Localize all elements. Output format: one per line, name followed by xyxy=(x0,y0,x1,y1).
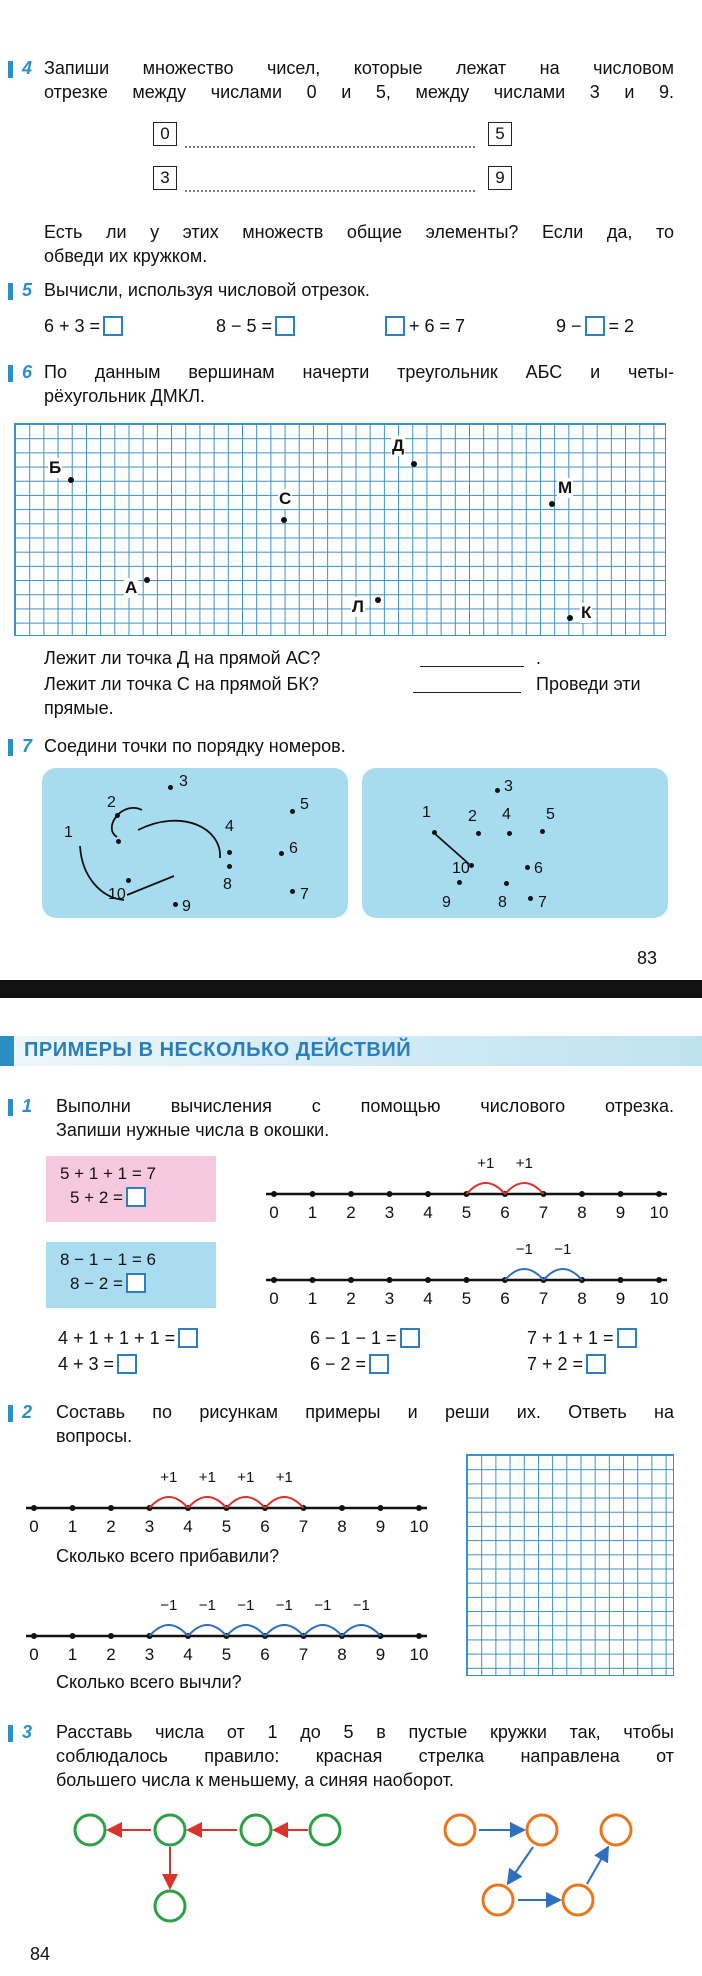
tick-label: 2 xyxy=(346,1289,356,1308)
circle-slot[interactable] xyxy=(310,1815,340,1845)
tick-mark xyxy=(70,1633,76,1639)
dot-panel-left xyxy=(42,768,348,918)
point-d-label: Д xyxy=(392,436,405,455)
tick-label: 0 xyxy=(29,1517,39,1536)
dot-2 xyxy=(115,813,120,818)
point-b-label: Б xyxy=(49,458,62,477)
jump-arc xyxy=(150,1497,189,1508)
circle-slot[interactable] xyxy=(445,1815,475,1845)
dot-8 xyxy=(504,881,509,886)
segment-2-right: 9 xyxy=(488,166,512,190)
answer-box[interactable] xyxy=(400,1328,420,1348)
tick-mark xyxy=(348,1277,354,1283)
number-line-1 xyxy=(262,1144,682,1234)
task-6-line2: рёхугольник ДМКЛ. xyxy=(44,386,206,406)
tick-label: 10 xyxy=(649,1289,669,1308)
point-d xyxy=(411,461,417,467)
task-6-number: 6 xyxy=(22,362,44,384)
jump-arc xyxy=(265,1625,304,1636)
dot-label-8: 8 xyxy=(498,894,507,911)
tick-label: 2 xyxy=(106,1517,116,1536)
tick-mark xyxy=(310,1277,316,1283)
answer-line-1[interactable] xyxy=(420,666,524,667)
dot-label-10: 10 xyxy=(452,860,470,877)
tick-label: 4 xyxy=(183,1517,193,1536)
dot-1 xyxy=(432,830,437,835)
eq-c2: 7 + 2 = xyxy=(527,1352,606,1376)
segment-2-left: 3 xyxy=(153,166,177,190)
task-6-q1-end: . xyxy=(536,648,542,668)
point-b xyxy=(68,477,74,483)
dot-label-2: 2 xyxy=(107,794,116,811)
tick-label: 8 xyxy=(577,1289,587,1308)
tick-mark xyxy=(425,1191,431,1197)
point-a xyxy=(144,577,150,583)
dot-label-5: 5 xyxy=(546,806,555,823)
tick-label: 6 xyxy=(260,1645,270,1664)
circle-slot[interactable] xyxy=(241,1815,271,1845)
jump-label: +1 xyxy=(198,1469,216,1486)
task-3-number: 3 xyxy=(22,1722,44,1744)
task-4-question2: обведи их кружком. xyxy=(44,246,208,266)
tick-mark xyxy=(618,1191,624,1197)
answer-box[interactable] xyxy=(275,316,295,336)
jump-label: +1 xyxy=(515,1155,533,1172)
example-box-blue xyxy=(46,1242,216,1308)
dot-label-4: 4 xyxy=(225,818,234,835)
tick-mark xyxy=(464,1277,470,1283)
jump-label: −1 xyxy=(554,1241,572,1258)
answer-box[interactable] xyxy=(385,316,405,336)
eq-b2: 6 − 2 = xyxy=(310,1352,389,1376)
circle-slot[interactable] xyxy=(75,1815,105,1845)
dot-5 xyxy=(540,829,545,834)
task-3-line3: большего числа к меньшему, а синяя наоборот. xyxy=(56,1770,454,1790)
circle-diagram-orange[interactable] xyxy=(430,1804,650,1934)
page-83 xyxy=(0,0,702,980)
task-4-line1: Запиши множество чисел, которые лежат на числовом xyxy=(44,58,674,78)
answer-box[interactable] xyxy=(126,1187,146,1207)
circle-slot[interactable] xyxy=(483,1885,513,1915)
task-6-question1: Лежит ли точка Д на прямой АС? xyxy=(44,648,321,668)
jump-label: −1 xyxy=(352,1597,370,1614)
tick-label: 8 xyxy=(577,1203,587,1222)
tick-mark xyxy=(378,1505,384,1511)
answer-box[interactable] xyxy=(369,1354,389,1374)
dot-label-7: 7 xyxy=(538,894,547,911)
jump-label: +1 xyxy=(160,1469,178,1486)
tick-mark xyxy=(387,1277,393,1283)
dot-label-5: 5 xyxy=(300,796,309,813)
jump-label: −1 xyxy=(314,1597,332,1614)
circle-slot[interactable] xyxy=(601,1815,631,1845)
tick-mark xyxy=(416,1633,422,1639)
task-2-line1: Составь по рисункам примеры и реши их. Ответь на xyxy=(56,1402,674,1422)
tick-label: 3 xyxy=(384,1203,395,1222)
point-c-label: С xyxy=(279,489,292,508)
point-c xyxy=(281,517,287,523)
tick-mark xyxy=(271,1191,277,1197)
segment-2-line[interactable] xyxy=(185,190,475,192)
tick-mark xyxy=(339,1505,345,1511)
tick-label: 0 xyxy=(269,1289,279,1308)
circle-slot[interactable] xyxy=(527,1815,557,1845)
task-5-eq2: 8 − 5 = xyxy=(216,314,295,338)
dot-label-4: 4 xyxy=(502,806,511,823)
task-1-line1: Выполни вычисления с помощью числового отрезка. xyxy=(56,1096,674,1116)
eq-a1: 4 + 1 + 1 + 1 = xyxy=(58,1326,198,1350)
tick-label: 1 xyxy=(67,1517,78,1536)
tick-label: 4 xyxy=(183,1645,193,1664)
pink-eq1: 5 + 1 + 1 = 7 xyxy=(60,1164,156,1183)
jump-label: +1 xyxy=(477,1155,495,1172)
dot-label-1: 1 xyxy=(64,824,73,841)
dot-10 xyxy=(126,878,131,883)
dot-7 xyxy=(528,896,533,901)
task-3-line1: Расставь числа от 1 до 5 в пустые кружки так, чтобы xyxy=(56,1722,674,1742)
tick-mark xyxy=(656,1191,662,1197)
tick-mark xyxy=(108,1505,114,1511)
tick-label: 5 xyxy=(461,1203,472,1222)
jump-arc xyxy=(150,1625,189,1636)
tick-label: 4 xyxy=(423,1289,433,1308)
tick-mark xyxy=(387,1191,393,1197)
point-m xyxy=(549,501,555,507)
task-5-text: Вычисли, используя числовой отрезок. xyxy=(44,280,370,300)
section-header-tab xyxy=(0,1036,14,1066)
tick-label: 3 xyxy=(144,1517,155,1536)
page-84 xyxy=(0,998,702,1976)
jump-arc xyxy=(544,1269,583,1280)
blue-arrow xyxy=(587,1849,607,1884)
task-3-line2: соблюдалось правило: красная стрелка направлена от xyxy=(56,1746,674,1766)
point-m-label: М xyxy=(558,478,573,497)
dot-7 xyxy=(290,889,295,894)
eq-b1: 6 − 1 − 1 = xyxy=(310,1326,420,1350)
dot-5 xyxy=(290,809,295,814)
tick-mark xyxy=(70,1505,76,1511)
dot-2 xyxy=(476,831,481,836)
dot-9 xyxy=(457,880,462,885)
section-title: ПРИМЕРЫ В НЕСКОЛЬКО ДЕЙСТВИЙ xyxy=(24,1039,412,1061)
tick-label: 6 xyxy=(500,1203,510,1222)
task-2-question2: Сколько всего вычли? xyxy=(56,1672,242,1692)
answer-line-2[interactable] xyxy=(413,692,521,693)
point-l xyxy=(375,597,381,603)
tick-label: 3 xyxy=(144,1645,155,1664)
jump-arc xyxy=(505,1269,544,1280)
task-6-question3: прямые. xyxy=(44,698,114,718)
eq-a2: 4 + 3 = xyxy=(58,1352,137,1376)
jump-arc xyxy=(505,1183,544,1194)
tick-label: 6 xyxy=(500,1289,510,1308)
task-6-line1: По данным вершинам начерти треугольник АБС и четы- xyxy=(44,362,674,382)
task-5-eq1: 6 + 3 = xyxy=(44,314,123,338)
dot-9 xyxy=(173,902,178,907)
task-5-eq3: + 6 = 7 xyxy=(385,314,465,338)
tick-mark xyxy=(416,1505,422,1511)
tick-label: 8 xyxy=(337,1517,347,1536)
dot-label-2: 2 xyxy=(468,808,477,825)
answer-box[interactable] xyxy=(126,1273,146,1293)
tick-label: 5 xyxy=(221,1517,232,1536)
tick-label: 9 xyxy=(375,1517,386,1536)
dot-4 xyxy=(507,831,512,836)
tick-label: 5 xyxy=(461,1289,472,1308)
task-5-eq4: 9 − = 2 xyxy=(556,316,635,336)
partial-connections-right xyxy=(362,768,668,918)
tick-label: 7 xyxy=(538,1203,549,1222)
dot-label-8: 8 xyxy=(223,876,232,893)
dot-6 xyxy=(279,851,284,856)
circle-slot[interactable] xyxy=(563,1885,593,1915)
tick-mark xyxy=(108,1633,114,1639)
tick-mark xyxy=(579,1191,585,1197)
dot-panel-right xyxy=(362,768,668,918)
pink-eq2: 5 + 2 = xyxy=(56,1186,206,1210)
example-box-pink xyxy=(46,1156,216,1222)
number-line-4 xyxy=(22,1582,442,1668)
dot-3 xyxy=(168,785,173,790)
answer-box[interactable] xyxy=(586,1354,606,1374)
tick-label: 7 xyxy=(298,1517,309,1536)
jump-arc xyxy=(188,1497,227,1508)
tick-mark xyxy=(656,1277,662,1283)
jump-label: −1 xyxy=(237,1597,255,1614)
dot-label-10: 10 xyxy=(108,886,126,903)
jump-label: −1 xyxy=(198,1597,216,1614)
tick-label: 7 xyxy=(538,1289,549,1308)
task-2-question1: Сколько всего прибавили? xyxy=(56,1546,280,1566)
tick-label: 2 xyxy=(106,1645,116,1664)
point-l-label: Л xyxy=(352,597,364,616)
answer-box[interactable] xyxy=(585,316,605,336)
tick-label: 1 xyxy=(307,1289,318,1308)
point-a-label: А xyxy=(125,578,138,597)
tick-label: 10 xyxy=(409,1517,429,1536)
circle-diagram-green[interactable] xyxy=(60,1804,360,1934)
task-6-question2: Лежит ли точка С на прямой БК? xyxy=(44,674,319,694)
task-7-text: Соедини точки по порядку номеров. xyxy=(44,736,346,756)
tick-label: 3 xyxy=(384,1289,395,1308)
jump-arc xyxy=(227,1625,266,1636)
task-1-number: 1 xyxy=(22,1096,44,1118)
page-divider xyxy=(0,980,702,998)
task-1-line2: Запиши нужные числа в окошки. xyxy=(56,1120,330,1140)
dot-1 xyxy=(116,839,121,844)
dot-label-6: 6 xyxy=(534,860,543,877)
blue-eq2: 8 − 2 = xyxy=(56,1272,206,1296)
drawing-grid[interactable] xyxy=(14,423,666,636)
task-2-number: 2 xyxy=(22,1402,44,1424)
tick-label: 0 xyxy=(29,1645,39,1664)
tick-mark xyxy=(425,1277,431,1283)
jump-arc xyxy=(304,1625,343,1636)
jump-label: −1 xyxy=(160,1597,178,1614)
dot-8 xyxy=(227,850,232,855)
page-number-83: 83 xyxy=(637,948,658,968)
tick-mark xyxy=(348,1191,354,1197)
jump-arc xyxy=(188,1625,227,1636)
task-5-number: 5 xyxy=(22,280,44,302)
jump-label: −1 xyxy=(275,1597,293,1614)
blue-arrow xyxy=(509,1847,533,1882)
dot-label-3: 3 xyxy=(504,778,513,795)
jump-arc xyxy=(467,1183,506,1194)
tick-mark xyxy=(310,1191,316,1197)
task-4-question1: Есть ли у этих множеств общие элементы? Если да, то xyxy=(44,222,674,242)
tick-mark xyxy=(618,1277,624,1283)
tick-label: 8 xyxy=(337,1645,347,1664)
dot-label-1: 1 xyxy=(422,804,431,821)
tick-mark xyxy=(31,1633,37,1639)
tick-label: 9 xyxy=(615,1203,626,1222)
dot-label-3: 3 xyxy=(179,773,188,790)
blue-eq1: 8 − 1 − 1 = 6 xyxy=(60,1250,156,1269)
dot-4 xyxy=(227,864,232,869)
jump-label: +1 xyxy=(275,1469,293,1486)
jump-label: +1 xyxy=(237,1469,255,1486)
tick-label: 1 xyxy=(307,1203,318,1222)
tick-label: 4 xyxy=(423,1203,433,1222)
number-line-3 xyxy=(22,1454,442,1540)
dot-label-6: 6 xyxy=(289,840,298,857)
dot-label-9: 9 xyxy=(442,894,451,911)
tick-label: 5 xyxy=(221,1645,232,1664)
page-number-84: 84 xyxy=(30,1944,51,1964)
jump-arc xyxy=(342,1625,381,1636)
tick-mark xyxy=(271,1277,277,1283)
dot-label-9: 9 xyxy=(182,898,191,915)
dot-label-7: 7 xyxy=(300,886,309,903)
jump-arc xyxy=(227,1497,266,1508)
task-7-number: 7 xyxy=(22,736,44,758)
tick-label: 9 xyxy=(375,1645,386,1664)
jump-arc xyxy=(265,1497,304,1508)
tick-label: 2 xyxy=(346,1203,356,1222)
task-4-number: 4 xyxy=(22,58,44,80)
segment-1-line[interactable] xyxy=(185,146,475,148)
dot-6 xyxy=(525,865,530,870)
point-k xyxy=(567,615,573,621)
tick-label: 10 xyxy=(649,1203,669,1222)
dot-3 xyxy=(495,788,500,793)
answer-box[interactable] xyxy=(617,1328,637,1348)
answer-grid[interactable] xyxy=(466,1454,674,1676)
tick-label: 0 xyxy=(269,1203,279,1222)
circle-slot[interactable] xyxy=(155,1815,185,1845)
point-k-label: К xyxy=(581,603,592,622)
task-2-line2: вопросы. xyxy=(56,1426,133,1446)
tick-label: 10 xyxy=(409,1645,429,1664)
jump-label: −1 xyxy=(515,1241,533,1258)
tick-label: 1 xyxy=(67,1645,78,1664)
tick-label: 9 xyxy=(615,1289,626,1308)
segment-1-left: 0 xyxy=(153,122,177,146)
task-6-q2-end: Проведи эти xyxy=(536,674,641,694)
tick-label: 7 xyxy=(298,1645,309,1664)
segment-1-right: 5 xyxy=(488,122,512,146)
number-line-2 xyxy=(262,1230,682,1320)
answer-box[interactable] xyxy=(103,316,123,336)
tick-label: 6 xyxy=(260,1517,270,1536)
answer-box[interactable] xyxy=(117,1354,137,1374)
answer-box[interactable] xyxy=(178,1328,198,1348)
tick-mark xyxy=(31,1505,37,1511)
task-4-line2: отрезке между числами 0 и 5, между числами 3 и 9. xyxy=(44,82,674,102)
eq-c1: 7 + 1 + 1 = xyxy=(527,1326,637,1350)
circle-slot[interactable] xyxy=(155,1891,185,1921)
